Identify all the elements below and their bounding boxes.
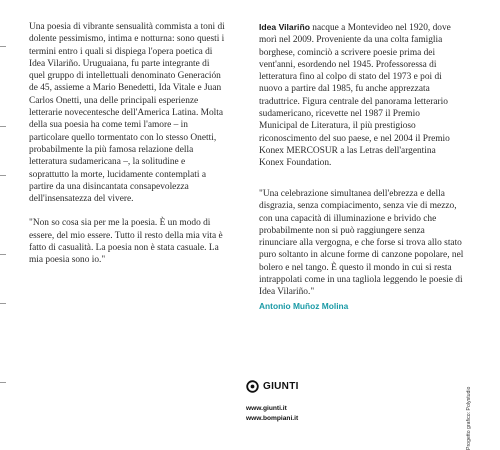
cover-credit	[466, 386, 474, 450]
url-bompiani: www.bompiani.it	[246, 415, 299, 422]
giunti-logo-icon	[246, 380, 259, 393]
trim-mark	[0, 382, 6, 383]
bio-paragraph	[259, 21, 459, 170]
trim-mark	[0, 303, 6, 304]
poet-quote: "Non so cosa sia per me la poesia. È un modo di essere, del mio essere. Tutto il resto della mia vita è fatto di casualità. La poesia non è stata casuale. La mia poesia sono io."	[29, 218, 223, 266]
critic-quote: "Una celebrazione simultanea dell'ebrezza e della disgrazia, senza compiacimento, senza vie di mezzo, con una capacità di illuminazione e brivido che probabilmente non si può raggiungere senza rinunciare alla vergogna, e che forse si trova allo stato puro soltanto in alcune forme di canzone popolare, nel bolero e nel tango. È questo il mondo in cui si resta intrappolati come in una tagliola leggendo le poesie di Idea Vilariño."	[259, 189, 464, 298]
publisher-name: GIUNTI	[263, 381, 299, 392]
trim-mark	[0, 46, 6, 47]
cover-credit-text: Progetto grafico: Polystudio	[466, 386, 472, 450]
trim-mark	[0, 254, 6, 255]
right-column	[259, 21, 459, 170]
publisher-logo	[246, 380, 299, 393]
publisher-urls	[246, 404, 298, 424]
left-column	[29, 21, 227, 267]
trim-mark	[0, 175, 6, 176]
quote-author: Antonio Muñoz Molina	[259, 300, 349, 311]
bio-name: Idea Vilariño	[259, 22, 310, 32]
url-giunti: www.giunti.it	[246, 405, 287, 412]
intro-paragraph: Una poesia di vibrante sensualità commista a toni di dolente pessimismo, intima e notturna: sono questi i termini entro i quali si dispiega l'opera poetica di Idea Vilariño. Uruguaiana, fu parte integrante di quel gruppo di intellettuali denominato Generación de 45, assieme a Mario Benedetti, Ida Vitale e Juan Carlos Onetti, una delle principali esperienze letterarie novecentesche dell'America Latina. Molta della sua poesia ha come temi l'amore – in particolare quello tormentato con lo stesso Onetti, probabilmente la più famosa relazione della letteratura sudamericana –, la solitudine e soprattutto la morte, lucidamente contemplati a partire da una disincantata consapevolezza dell'insensatezza del vivere.	[29, 22, 225, 205]
trim-mark	[0, 126, 6, 127]
critic-quote-block	[259, 188, 464, 312]
bio-text: nacque a Montevideo nel 1920, dove morì nel 2009. Proveniente da una colta famiglia borghese, cominciò a scrivere poesie prima dei vent'anni, esordendo nel 1945. Professoressa di letteratura fino al colpo di stato del 1973 e poi di nuovo a partire dal 1985, fu anche apprezzata traduttrice. Figura centrale del panorama letterario sudamericano, ricevette nel 1987 il Premio Municipal de Literatura, il più prestigioso riconoscimento del suo paese, e nel 2004 il Premio Konex MERCOSUR a las Letras dell'argentina Konex Foundation.	[259, 23, 451, 169]
